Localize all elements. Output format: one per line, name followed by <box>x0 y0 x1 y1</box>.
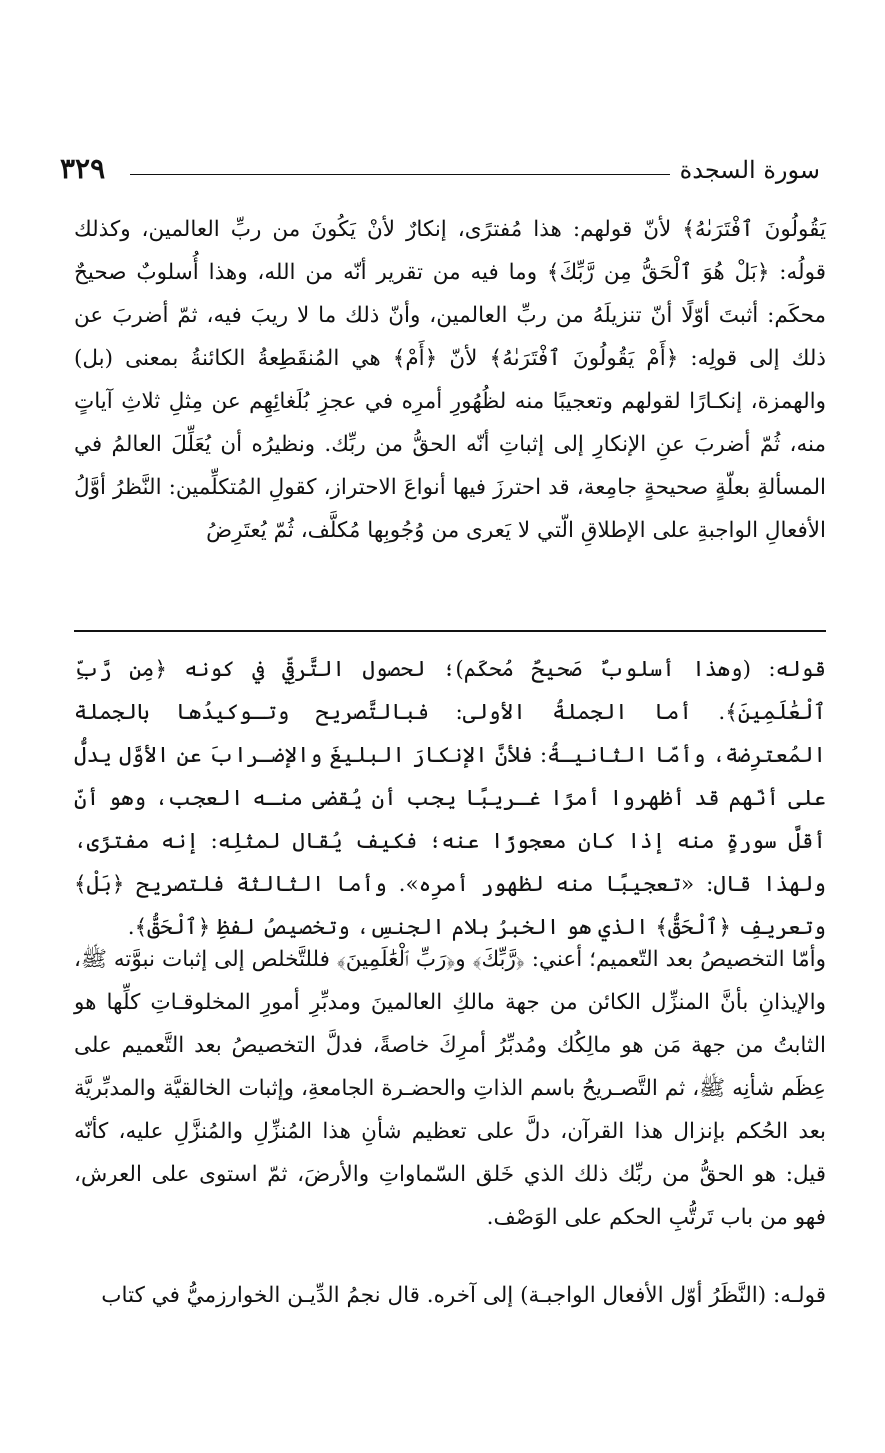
footnote-divider <box>74 630 826 632</box>
commentary-paragraph-1: قوله: (وهذا أسلوبٌ صَحيحٌ مُحكَم)؛ لحصول التَّرقِّي في كونه ﴿مِن رَّبِّ ٱلْعَٰلَمِينَ﴾. أما الجملةُ الأولى: فبالتَّصريح وتـوكيدُها بالجملة المُعترِضة، وأمّا الثانيـةُ: فلأنَّ الإنكارَ البليغَ والإضـرابَ عن الأوَّل يدلُّ على أنّهم قد أظهروا أمرًا غـريبًا يجب أن يُقضى منـه العجب، وهو أنّ أقلَّ سورةٍ منه إذا كان معجوزًا عنه؛ فكيف يُقال لمثلِه: إنه مفترًى، ولهذا قال: «تعجيبًا منه لظهور أمرِه». وأما الثالثة فلتصريح ﴿بَلْ﴾ وتعريفِ ﴿ٱلْحَقُّ﴾ الذي هو الخبرُ بلام الجنسِ، وتخصيصُ لفظِ ﴿ٱلْحَقُّ﴾. <box>74 657 826 940</box>
running-header <box>60 152 820 186</box>
header-rule <box>130 174 670 175</box>
chapter-title: سورة السجدة <box>679 156 820 184</box>
page-number: ٣٢٩ <box>60 152 106 185</box>
commentary-block-2 <box>74 938 826 1239</box>
commentary-paragraph-3: قولـه: (النَّظَرُ أوّل الأفعال الواجبـة) إلى آخره. قال نجمُ الدِّيـن الخوارزميُّ في كتاب <box>101 1283 826 1308</box>
commentary-block-3 <box>74 1274 826 1317</box>
main-text-paragraph: يَقُولُونَ ٱفْتَرَىٰهُ﴾ لأنّ قولهم: هذا مُفترًى، إنكارٌ لأنْ يَكُونَ من ربِّ العالمين، وكذلك قولُه: ﴿بَلْ هُوَ ٱلْحَقُّ مِن رَّبِّكَ﴾ وما فيه من تقرير أنّه من الله، وهذا أُسلوبٌ صحيحٌ محكَم: أثبتَ أوّلًا أنّ تنزيلَهُ من ربِّ العالمين، وأنّ ذلك ما لا ريبَ فيه، ثمّ أضربَ عن ذلك إلى قولِه: ﴿أَمْ يَقُولُونَ ٱفْتَرَىٰهُ﴾ لأنّ ﴿أَمْ﴾ هي المُنقَطِعةُ الكائنةُ بمعنى (بل) والهمزة، إنكـارًا لقولهم وتعجيبًا منه لظُهُورِ أمرِه في عجزِ بُلَغائِهِم عن مِثلِ ثلاثِ آياتٍ منه، ثُمّ أضربَ عنِ الإنكارِ إلى إثباتِ أنّه الحقُّ من ربِّك. ونظيرُه أن يُعَلِّلَ العالمُ في المسألةِ بعلّةٍ صحيحةٍ جامِعة، قد احترزَ فيها أنواعَ الاحتراز، كقولِ المُتكلِّمين: النَّظرُ أوَّلُ الأفعالِ الواجبةِ على الإطلاقِ الّتي لا يَعرى من وُجُوبِها مُكلَّف، ثُمّ يُعتَرِضُ <box>74 217 826 543</box>
commentary-block-1 <box>74 648 826 949</box>
commentary-paragraph-2: وأمّا التخصيصُ بعد التّعميم؛ أعني: ﴿رَّبِّكَ﴾ و﴿رَبِّ ٱلْعَٰلَمِينَ﴾ فللتَّخلص إلى إثبات نبوَّته ﷺ، والإيذانِ بأنَّ المنزِّل الكائن من جهة مالكِ العالمينَ ومدبِّرِ أمورِ المخلوقـاتِ كلِّها هو الثابتُ من جهة مَن هو مالِكُك ومُدبِّرُ أمرِكَ خاصةً، فدلَّ التخصيصُ بعد التَّعميم على عِظَم شأنِه ﷺ، ثم التَّصـريحُ باسم الذاتِ والحضـرة الجامعةِ، وإثبات الخالقيَّة والمدبِّريَّة بعد الحُكم بإنزال هذا القرآن، دلَّ على تعظيم شأنِ هذا المُنزِّلِ والمُنزَّلِ عليه، كأنّه قيل: هو الحقُّ من ربِّك ذلك الذي خَلق السّماواتِ والأرضَ، ثمّ استوى على العرش، فهو من باب تَرتُّبِ الحكم على الوَصْف. <box>74 947 826 1230</box>
main-text <box>74 208 826 552</box>
